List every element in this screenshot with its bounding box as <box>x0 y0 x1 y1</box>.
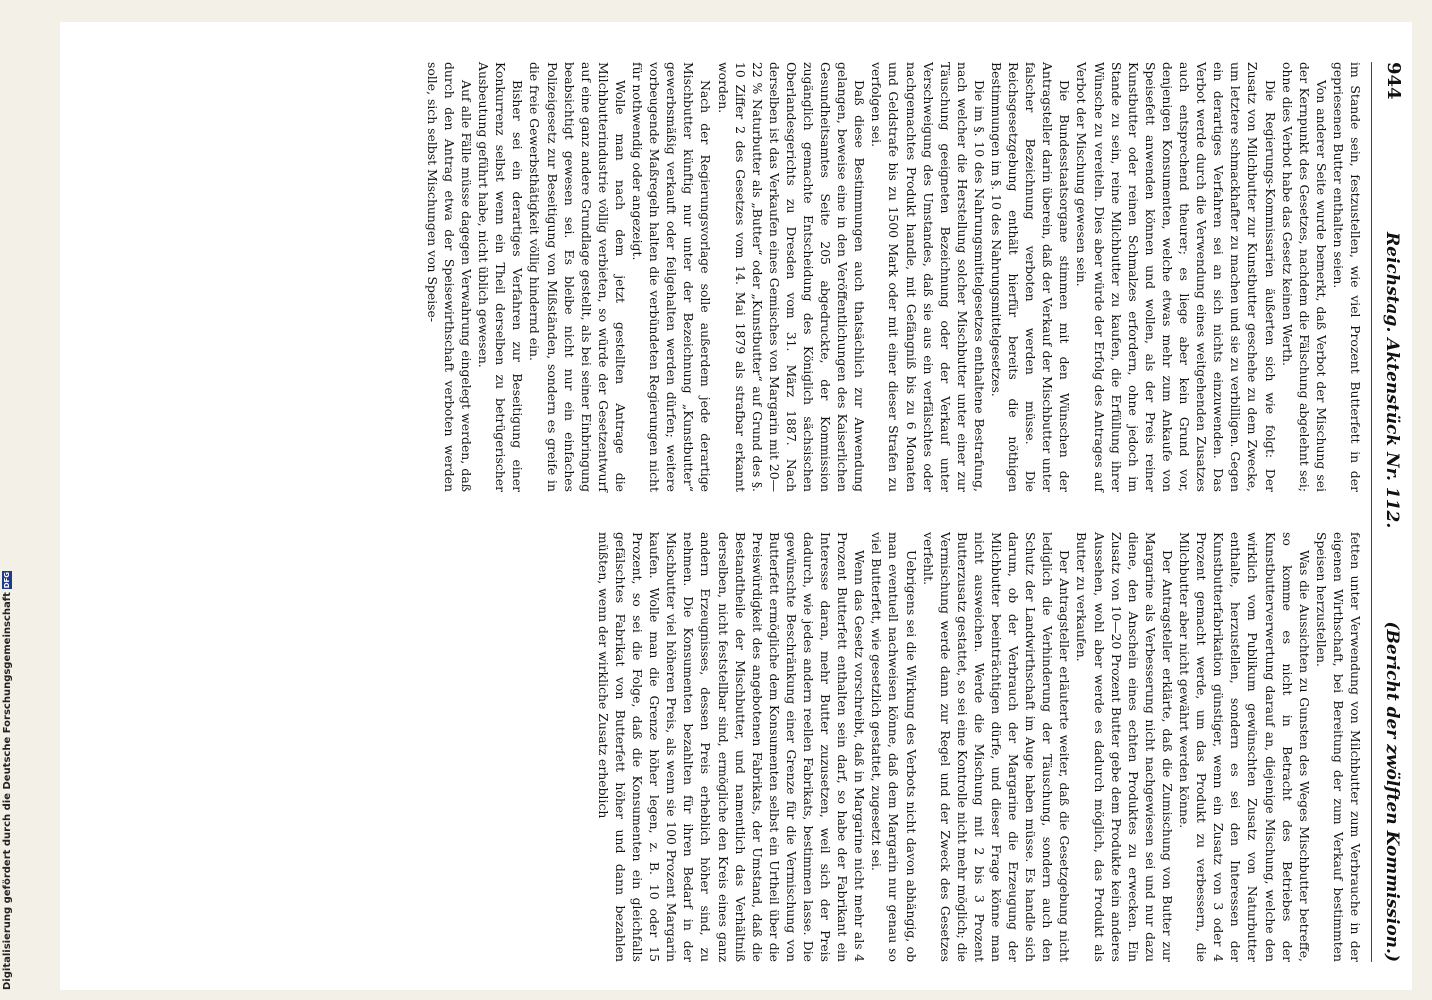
paragraph: Wolle man nach dem jetzt gestellten Antrage die Milchbutterindustrie völlig verbieten, so würde der Gesetzentwurf auf eine ganz andere Grundlage gestellt, als bei seiner Einbringung beabsichtigt gewesen sei. Es bleibe nicht nur ein einfaches Polizeigesetz zur Beseitigung von Mißständen, sondern es greife in die freie Gewerbsthätigkeit völlig hindernd ein. <box>527 62 628 492</box>
paragraph: Die im §. 10 des Nahrungsmittelgesetzes enthaltene Bestrafung, nach welcher die Herstellung solcher Mischbutter unter einer zur Täuschung geeigneten Bezeichnung oder der Verkauf unter Verschweigung des Umstandes, daß sie aus ein verfälschtes oder nachgemachtes Produkt handle, mit Gefängniß bis zu 6 Monaten und Geldstrafe bis zu 1500 Mark oder mit einer dieser Strafen zu verfolgen sei. <box>869 62 987 492</box>
paragraph: Der Antragsteller erklärte, daß die Zumischung von Butter zur Margarine als Verbesserung nicht nachgewiesen sei und nur dazu diene, den Anschein eines echten Produktes zu erwecken. Ein Zusatz von 10—20 Prozent Butter gebe dem Produkte kein anderes Aussehen, wohl aber werde es dadurch möglich, das Produkt als Butter zu verkaufen. <box>1074 532 1175 962</box>
paragraph: Was die Aussichten zu Gunsten des Weges Mischbutter betreffe, so komme es nicht in Betracht des Betriebes der Kunstbutterverwertung darauf an, diejenige Mischung, welche den wirklich vom Publikum gewünschten Zusatz von Naturbutter enthalte, herzustellen, sondern es sei den Interessen der Kunstbutterfabrikation günstiger, wenn ein Zusatz von 3 oder 4 Prozent gemacht werde, um das Produkt zu verbessern, die Milchbutter aber nicht gewährt werden könne. <box>1177 532 1312 962</box>
paragraph: Daß diese Bestimmungen auch thatsächlich zur Anwendung gelangen, beweise eine in den Veröffentlichungen des Kaiserlichen Gesundheitsamtes Seite 205 abgedruckte, der Kommission zugänglich gemachte Entscheidung des Königlich sächsischen Oberlandesgerichts zu Dresden vom 31. März 1887. Nach derselben ist das Verkaufen eines Gemisches von Margarin mit 20—22 % Naturbutter als „Butter“ oder „Kunstbutter“ auf Grund des §. 10 Ziffer 2 des Gesetzes vom 14. Mai 1879 als strafbar erkannt worden. <box>715 62 868 492</box>
paragraph: Uebrigens sei die Wirkung des Verbots nicht davon abhängig, ob man eventuell nachweisen könne, daß dem Margarin nur genau so viel Butterfett, wie gesetzlich gestattet, zugesetzt sei. <box>869 532 919 962</box>
header-rule <box>1371 62 1372 962</box>
paragraph: Auf alle Fälle müsse dagegen Verwahrung eingelegt werden, daß durch den Antrag etwa der Speisewirthschaft verboten werden solle, sich selbst Mischungen von Speise- <box>424 62 475 492</box>
rotated-page-content <box>60 22 1412 990</box>
dfg-logo: DFG <box>3 571 11 589</box>
footer-credit-text: Digitalisierung gefördert durch die Deutsche Forschungsgemeinschaft <box>2 592 13 990</box>
paragraph: Die Bundesstaatsorgane stimmen mit den Wünschen der Antragsteller darin überein, daß der Verkauf der Mischbutter unter falscher Bezeichnung verboten werden müsse. Die Reichsgesetzgebung enthält hierfür bereits die nöthigen Bestimmungen im §. 10 des Nahrungsmittelgesetzes. <box>989 62 1073 492</box>
paragraph: Bisher sei ein derartiges Verfahren zur Beseitigung einer Konkurrenz selbst wenn ein Theil derselben zu betrügerischer Ausbeutung geführt habe, nicht üblich gewesen. <box>476 62 526 492</box>
digitization-footer <box>2 571 22 990</box>
header-title: Reichstag. Aktenstück Nr. 112. <box>1382 232 1402 529</box>
page-header <box>1370 62 1404 962</box>
header-section: (Bericht der zwölften Kommission.) <box>1382 621 1402 962</box>
paragraph: Von anderer Seite wurde bemerkt, daß Verbot der Mischung sei der Kernpunkt des Gesetzes, nachdem die Fälschung abgelehnt sei; ohne dies Verbot habe das Gesetz keinen Werth. <box>1279 62 1329 492</box>
right-column <box>595 532 1364 962</box>
paragraph: Der Antragsteller erläuterte weiter, daß die Gesetzgebung nicht lediglich die Verhinderung der Täuschung, sondern auch den Schutz der Landwirthschaft im Auge haben müsse. Es handle sich darum, ob der Verbrauch der Margarine die Erzeugung der Milchbutter beeinträchtigen dürfe, und dieser Frage könne man nicht ausweichen. Werde die Mischung mit 2 bis 3 Prozent Butterzusatz gestattet, so sei eine Kontrolle nicht mehr möglich; die Vermischung werde dann zur Regel und der Zweck des Gesetzes verfehlt. <box>920 532 1073 962</box>
paragraph: im Stande sein, festzustellen, wie viel Prozent Butterfett in der gepriesenen Butter enthalten seien. <box>1330 62 1363 492</box>
page-number: 944 <box>1383 62 1404 100</box>
footer-credit <box>2 571 13 990</box>
paragraph: Nach der Regierungsvorlage solle außerdem jede derartige Mischbutter künftig nur unter der Bezeichnung „Kunstbutter“ gewerbsmäßig verkauft oder feilgehalten werden dürfen; weitere vorbeugende Maßregeln halten die verbündeten Regierungen nicht für nothwendig oder angezeigt. <box>630 62 714 492</box>
scanned-page <box>60 22 1412 990</box>
paragraph: Wenn das Gesetz vorschreibt, daß in Margarine nicht mehr als 4 Prozent Butterfett enthalten sein darf, so habe der Fabrikant ein Interesse daran, mehr Butter zuzusetzen, weil sich der Preis dadurch, wie jedes andern reellen Fabrikats, bestimmen lasse. Die gewünschte Beschränkung einer Grenze für die Vermischung von Butterfett ermögliche dem Konsumenten selbst ein Urtheil über die Preiswürdigkeit des angebotenen Fabrikats, der Umstand, daß die Bestandtheile der Mischbutter, und namentlich das Verhältniß derselben, nicht feststellbar sind, ermögliche den Kreis eines ganz andern Erzeugnisses, dessen Preis erheblich höher sind, zu nehmen. Die Konsumenten bezahlten für ihren Bedarf in der Mischbutter viel höheren Preis, als wenn sie 100 Prozent Margarin kaufen. Wolle man die Grenze höher legen, z. B. 10 oder 15 Prozent, so sei die Folge, daß die Konsumenten ein gleichfalls gefälschtes Fabrikat von Butterfett höher und dann bezahlen müßten, wenn der wirkliche Zusatz erheblich <box>595 532 868 962</box>
left-column <box>424 62 1364 492</box>
paragraph: fetten unter Verwendung von Milchbutter zum Verbrauche in der eigenen Wirthschaft, bei Bereitung der zum Verkauf bestimmten Speisen herzustellen. <box>1313 532 1363 962</box>
paragraph: Die Regierungs-Kommissarien äußerten sich wie folgt: Der Zusatz von Milchbutter zur Kunstbutter geschehe zu dem Zwecke, um letztere schmackhafter zu machen und sie zu verbilligen. Gegen ein derartiges Verfahren sei an sich nichts einzuwenden. Das Verbot werde durch die Verwendung eines weitgehenden Zusatzes auch entsprechend theurer; es liege aber kein Grund vor, denjenigen Konsumenten, welche etwas mehr zum Ankaufe von Speisefett anwenden können und wollen, als der Preis reiner Kunstbutter oder reinen Schmalzes erfordern, ohne jedoch im Stande zu sein, reine Milchbutter zu kaufen, die Erfüllung ihrer Wünsche zu vereiteln. Dies aber würde der Erfolg des Antrages auf Verbot der Mischung gewesen sein. <box>1074 62 1278 492</box>
